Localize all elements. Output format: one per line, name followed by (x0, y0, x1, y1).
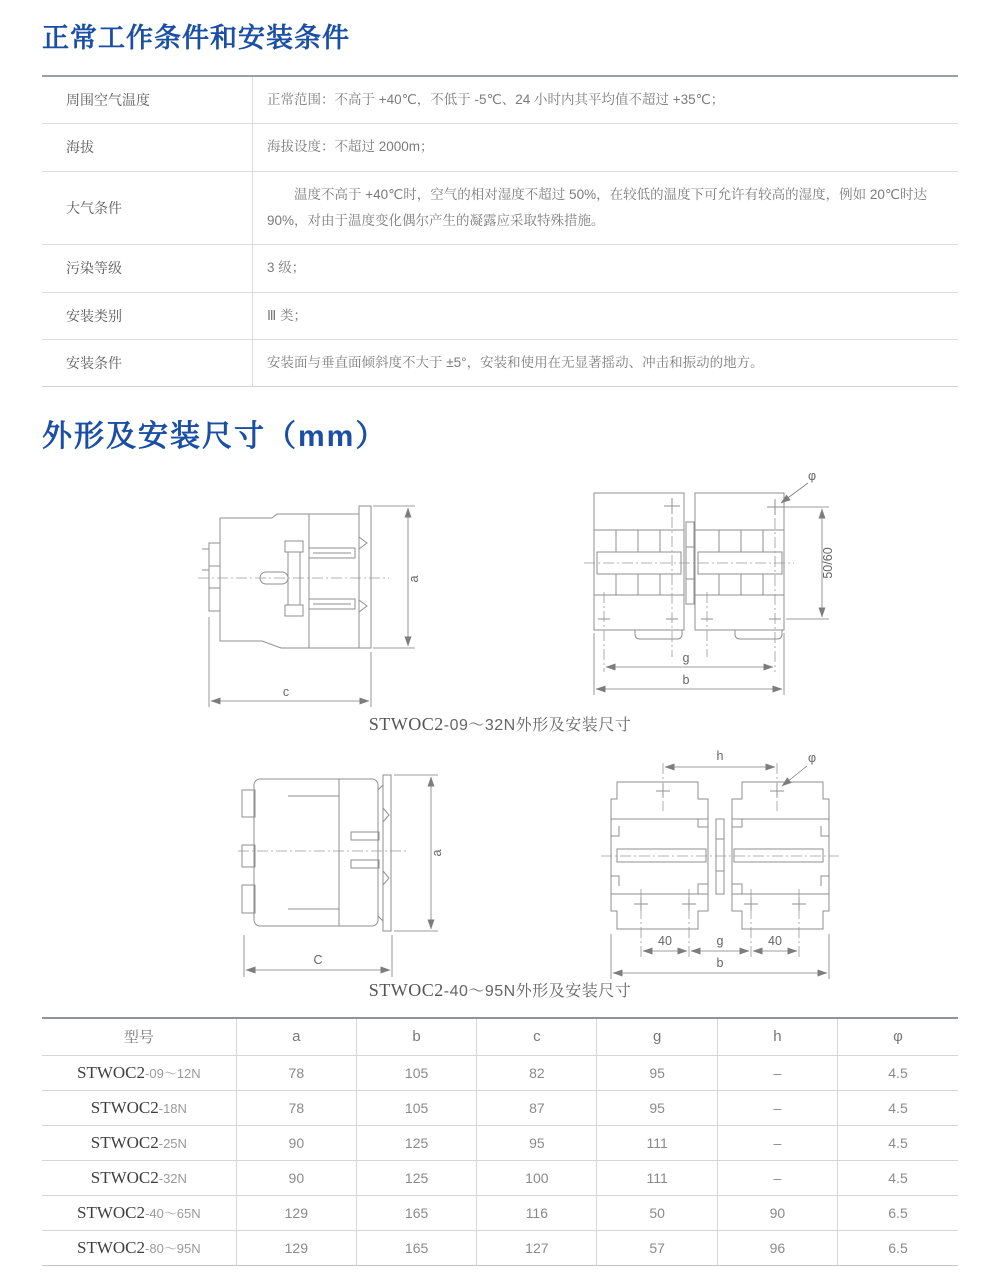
row-label: 大气条件 (66, 199, 122, 216)
table-row (42, 293, 958, 340)
cell-g: 50 (597, 1195, 717, 1230)
dim-label-g: g (716, 934, 724, 949)
dimension-lines (244, 775, 438, 977)
row-label: 安装类别 (66, 307, 122, 324)
table-row (42, 245, 958, 292)
table-row (42, 1160, 958, 1195)
cell-model (42, 1055, 236, 1090)
model-prefix: STWOC2 (90, 1132, 159, 1152)
dim-label-c: c (282, 685, 290, 700)
cell-phi: 6.5 (838, 1230, 958, 1265)
table-row (42, 1195, 958, 1230)
row-label: 海拔 (66, 139, 94, 156)
section-title-conditions: 正常工作条件和安装条件 (42, 23, 350, 53)
model-prefix: STWOC2 (77, 1202, 146, 1222)
column-header-c: c (477, 1018, 597, 1055)
row-value (252, 340, 958, 386)
cell-a: 129 (236, 1230, 356, 1265)
cell-h: – (717, 1160, 837, 1195)
dimension-lines (209, 506, 415, 707)
conditions-table (42, 75, 958, 387)
cell-b: 165 (356, 1230, 476, 1265)
drawing-front-view-40-95n (586, 749, 876, 997)
model-prefix: STWOC2 (90, 1167, 159, 1187)
cell-phi: 4.5 (838, 1090, 958, 1125)
contactor-front-outline (611, 782, 829, 929)
model-suffix: -18N (158, 1100, 187, 1116)
cell-model (42, 1090, 236, 1125)
cell-c: 82 (477, 1055, 597, 1090)
figure-caption (42, 712, 958, 735)
model-suffix: -32N (158, 1170, 187, 1186)
cell-phi: 4.5 (838, 1055, 958, 1090)
table-row (42, 172, 958, 246)
cell-b: 125 (356, 1160, 476, 1195)
cell-a: 129 (236, 1195, 356, 1230)
cell-h: – (717, 1125, 837, 1160)
dim-label-b: b (682, 673, 690, 688)
dim-label-c: C (313, 953, 323, 968)
dim-label-g: g (682, 651, 690, 666)
cell-h: 96 (717, 1230, 837, 1265)
dim-label-phi: φ (807, 751, 817, 766)
contactor-side-outline (242, 775, 391, 931)
cell-b: 125 (356, 1125, 476, 1160)
model-prefix: STWOC2 (77, 1062, 146, 1082)
row-value-text: 温度不高于 +40℃时，空气的相对湿度不超过 50%，在较低的温度下可允许有较高的湿度，例如 20℃时达 90%，对由于温度变化偶尔产生的凝露应采取特殊措施。 (267, 186, 928, 228)
drawing-side-view-09-32n (182, 485, 432, 715)
dim-label-phi: φ (807, 469, 817, 484)
column-header-g: g (597, 1018, 717, 1055)
table-row (42, 1230, 958, 1265)
section-title-dimensions: 外形及安装尺寸（mm） (42, 420, 388, 454)
dim-label-50-60: 50/60 (821, 547, 835, 579)
cell-a: 78 (236, 1090, 356, 1125)
row-label: 周围空气温度 (66, 92, 150, 109)
table-row (42, 1090, 958, 1125)
model-suffix: -09～12N (145, 1065, 201, 1081)
cell-c: 95 (477, 1125, 597, 1160)
cell-g: 95 (597, 1055, 717, 1090)
contactor-side-outline (202, 506, 371, 648)
cell-model (42, 1160, 236, 1195)
contactor-front-outline (594, 493, 784, 639)
cell-g: 95 (597, 1090, 717, 1125)
model-prefix: STWOC2 (77, 1237, 146, 1257)
model-suffix: -25N (158, 1135, 187, 1151)
dim-label-40-right: 40 (768, 934, 782, 949)
column-header-phi: φ (838, 1018, 958, 1055)
cell-b: 105 (356, 1090, 476, 1125)
cell-model (42, 1195, 236, 1230)
cell-phi: 4.5 (838, 1125, 958, 1160)
cell-a: 78 (236, 1055, 356, 1090)
row-value (252, 245, 958, 291)
cell-a: 90 (236, 1125, 356, 1160)
datasheet-page (0, 16, 1000, 1266)
cell-phi: 4.5 (838, 1160, 958, 1195)
dimensions-table (42, 1017, 958, 1266)
row-value (252, 172, 958, 245)
row-label: 污染等级 (66, 260, 122, 277)
row-value-text: 3 级； (267, 260, 306, 276)
cell-h: – (717, 1090, 837, 1125)
drawing-front-view-09-32n (572, 467, 852, 731)
table-row (42, 124, 958, 171)
cell-h: – (717, 1055, 837, 1090)
model-suffix: -80～95N (145, 1240, 201, 1256)
dim-label-h: h (716, 749, 724, 764)
row-value-text: 海拔设度：不超过 2000m； (267, 139, 434, 155)
figure-stwoc2-09-32n (42, 467, 958, 735)
dim-label-a: a (407, 575, 421, 583)
cell-phi: 6.5 (838, 1195, 958, 1230)
cell-c: 87 (477, 1090, 597, 1125)
cell-h: 90 (717, 1195, 837, 1230)
cell-a: 90 (236, 1160, 356, 1195)
table-row (42, 77, 958, 124)
figure-stwoc2-40-95n (42, 749, 958, 1001)
drawing-side-view-40-95n (226, 763, 456, 991)
column-header-model: 型号 (42, 1018, 236, 1055)
cell-g: 57 (597, 1230, 717, 1265)
model-suffix: -40～65N (145, 1205, 201, 1221)
row-value (252, 124, 958, 170)
caption-rest: -09～32N外形及安装尺寸 (443, 717, 632, 735)
cell-b: 165 (356, 1195, 476, 1230)
table-row (42, 1125, 958, 1160)
cell-c: 127 (477, 1230, 597, 1265)
model-prefix: STWOC2 (90, 1097, 159, 1117)
column-header-a: a (236, 1018, 356, 1055)
cell-g: 111 (597, 1160, 717, 1195)
cell-model (42, 1125, 236, 1160)
dimension-lines (594, 483, 829, 695)
dim-label-b: b (716, 956, 724, 971)
figure-caption (42, 978, 958, 1001)
cell-c: 116 (477, 1195, 597, 1230)
dim-label-a: a (430, 849, 444, 857)
row-value (252, 77, 958, 123)
table-row (42, 340, 958, 386)
dim-label-40-left: 40 (658, 934, 672, 949)
cell-c: 100 (477, 1160, 597, 1195)
table-header-row (42, 1018, 958, 1055)
cell-g: 111 (597, 1125, 717, 1160)
cell-model (42, 1230, 236, 1265)
row-value (252, 293, 958, 339)
row-value-text: 安装面与垂直面倾斜度不大于 ±5°，安装和使用在无显著摇动、冲击和振动的地方。 (267, 354, 764, 370)
row-value-text: Ⅲ 类； (267, 307, 308, 323)
caption-model: STWOC2 (368, 714, 444, 735)
table-row (42, 1055, 958, 1090)
row-label: 安装条件 (66, 355, 122, 372)
column-header-h: h (717, 1018, 837, 1055)
caption-model: STWOC2 (368, 980, 444, 1001)
column-header-b: b (356, 1018, 476, 1055)
centerlines (601, 763, 839, 957)
caption-rest: -40～95N外形及安装尺寸 (443, 983, 632, 1001)
cell-b: 105 (356, 1055, 476, 1090)
row-value-text: 正常范围：不高于 +40℃，不低于 -5℃、24 小时内其平均值不超过 +35℃； (267, 92, 725, 107)
